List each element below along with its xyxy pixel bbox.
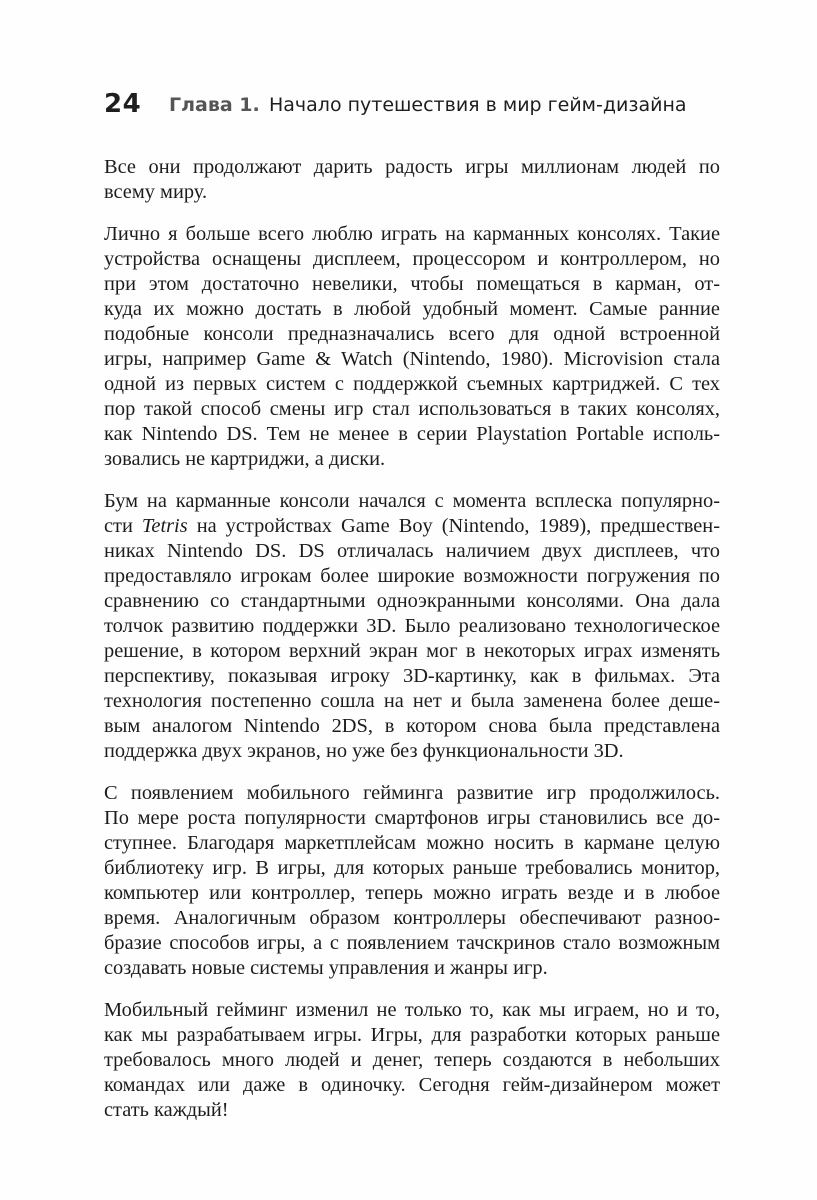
text-line: время. Аналогичным образом контроллеры обеспечивают разноо- [104,907,720,929]
text-line: зовались не картриджи, а диски. [104,448,386,470]
text-line: библиотеку игр. В игры, для которых раньше требовались монитор, [104,857,720,879]
running-header [104,86,724,126]
text-line: Лично я больше всего люблю играть на карманных консолях. Такие [104,223,720,245]
text-line: создавать новые системы управления и жанры игр. [104,957,548,979]
text-line: компьютер или контроллер, теперь можно играть везде и в любое [104,882,720,904]
text-line: требовалось много людей и денег, теперь создаются в небольших [104,1049,720,1071]
paragraph-2 [104,222,720,472]
text-line: поддержка двух экранов, но уже без функциональности 3D. [104,740,624,762]
text-line: сравнению со стандартными одноэкранными консолями. Она дала [104,590,720,612]
paragraph-5 [104,998,720,1123]
text-line: Бум на карманные консоли начался с момента всплеска популярно- [104,490,720,512]
text-line: пор такой способ смены игр стал использоваться в таких консолях, [104,398,720,420]
text-line: как мы разрабатываем игры. Игры, для разработки которых раньше [104,1024,720,1046]
text-line: командах или даже в одиночку. Сегодня гейм-дизайнером может [104,1074,720,1096]
game-title-tetris: Tetris [141,515,188,537]
text-line: предоставляло игрокам более широкие возможности погружения по [104,565,720,587]
text-line: С появлением мобильного гейминга развитие игр продолжилось. [104,782,720,804]
paragraph-3 [104,489,720,764]
text-line: технология постепенно сошла на нет и была заменена более деше- [104,690,720,712]
chapter-title: Начало путешествия в мир гейм-дизайна [269,94,687,116]
text-line: Все они продолжают дарить радость игры миллионам людей по [104,156,720,178]
text-line: По мере роста популярности смартфонов игры становились все до- [104,807,720,829]
text-line: бразие способов игры, а с появлением тачскринов стало возможным [104,932,720,954]
body-text [104,155,720,1140]
paragraph-1 [104,155,720,205]
text-line: всему миру. [104,181,208,203]
text-line-with-title [104,514,720,539]
text-line: Мобильный гейминг изменил не только то, как мы играем, но и то, [104,999,720,1021]
text-line: толчок развитию поддержки 3D. Было реализовано технологическое [104,615,720,637]
text-fragment: сти [104,515,142,537]
text-line: устройства оснащены дисплеем, процессором и контроллером, но [104,248,720,270]
text-line: перспективу, показывая игроку 3D-картинку, как в фильмах. Эта [104,665,720,687]
chapter-label: Глава 1. [169,94,260,116]
text-line: ступнее. Благодаря маркетплейсам можно носить в кармане целую [104,832,720,854]
paragraph-4 [104,781,720,981]
text-line: вым аналогом Nintendo 2DS, в котором снова была представлена [104,715,720,737]
text-line: подобные консоли предназначались всего для одной встроенной [104,323,720,345]
text-line: стать каждый! [104,1099,229,1121]
text-line: решение, в котором верхний экран мог в некоторых играх изменять [104,640,720,662]
text-line: одной из первых систем с поддержкой съемных картриджей. С тех [104,373,720,395]
text-line: при этом достаточно невелики, чтобы помещаться в карман, от- [104,273,720,295]
text-line: игры, например Game & Watch (Nintendo, 1980). Microvision стала [104,348,720,370]
text-line: куда их можно достать в любой удобный момент. Самые ранние [104,298,720,320]
page-number: 24 [104,89,142,119]
text-fragment: на устройствах Game Boy (Nintendo, 1989), предшествен- [187,515,720,537]
text-line: никах Nintendo DS. DS отличалась наличием двух дисплеев, что [104,540,720,562]
text-line: как Nintendo DS. Тем не менее в серии Playstation Portable исполь- [104,423,720,445]
